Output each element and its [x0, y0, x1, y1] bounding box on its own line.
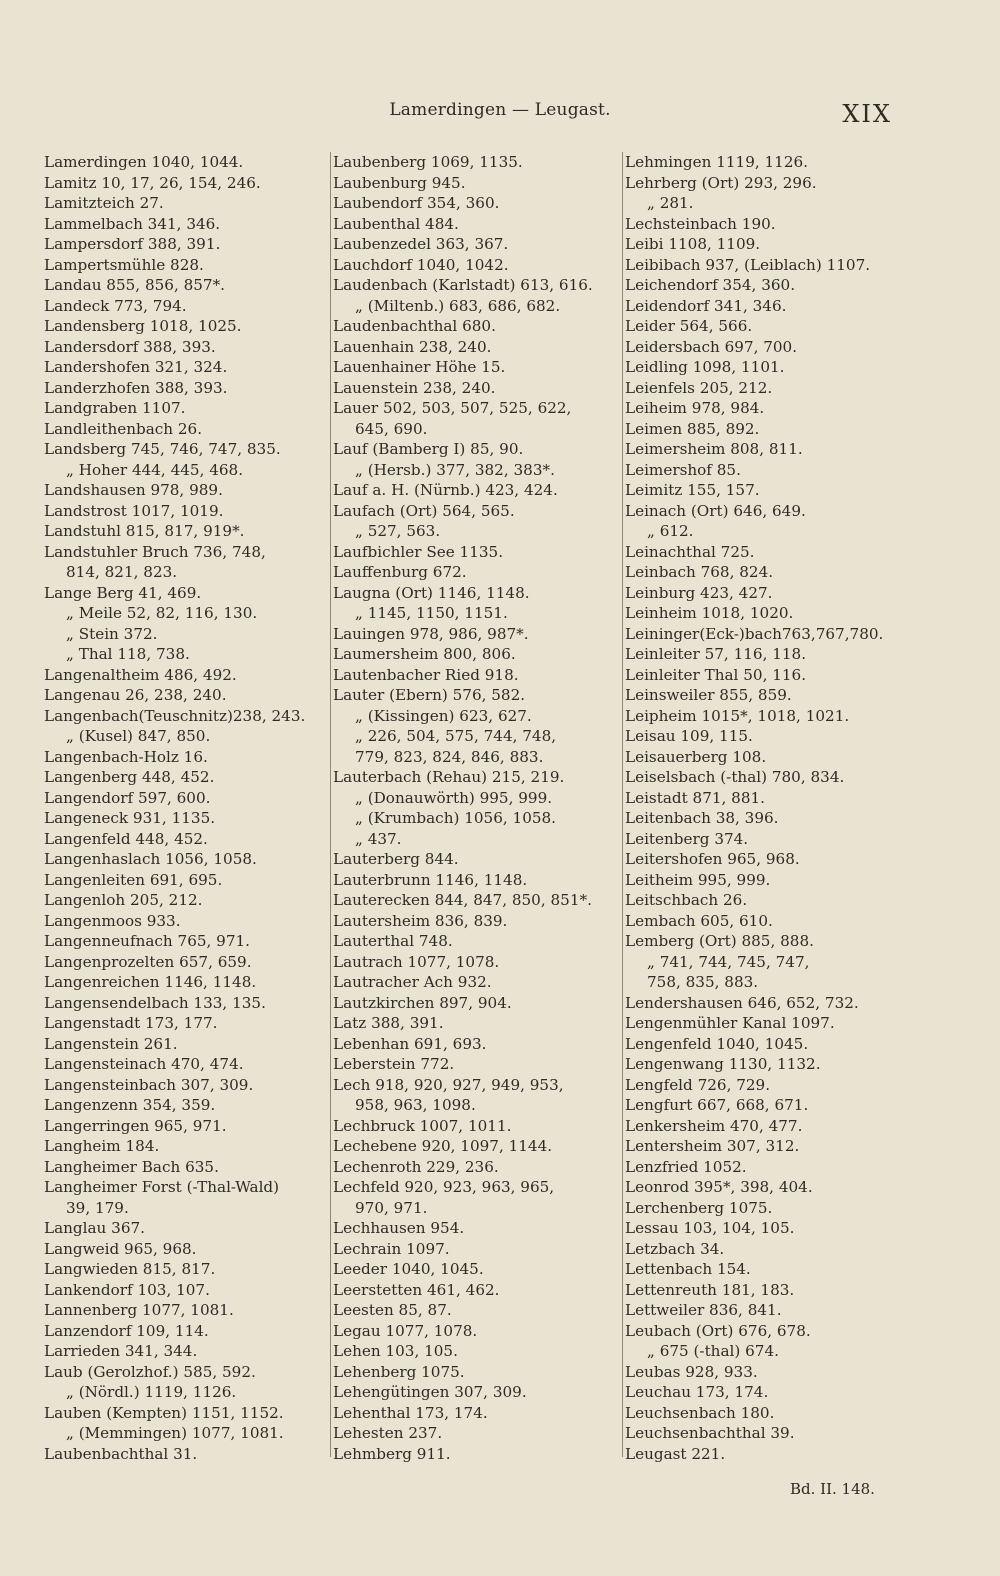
index-entry: Leinburg 423, 427. — [625, 583, 773, 602]
index-entry-continuation: „ (Hersb.) 377, 382, 383*. — [355, 460, 555, 479]
index-entry: Laudenbachthal 680. — [333, 317, 496, 335]
index-entry: Leeder 1040, 1045. — [333, 1260, 484, 1278]
index-entry: Lettenreuth 181, 183. — [625, 1280, 795, 1299]
index-entry: Leitenberg 374. — [625, 829, 749, 848]
index-entry: Lehesten 237. — [333, 1424, 443, 1442]
index-entry: Landshausen 978, 989. — [44, 481, 223, 499]
index-entry: Landensberg 1018, 1025. — [44, 317, 242, 335]
index-entry: Leichendorf 354, 360. — [625, 276, 796, 294]
index-entry-continuation: „ 437. — [355, 829, 402, 848]
index-entry-continuation: 970, 971. — [355, 1198, 428, 1217]
index-entry: Laumersheim 800, 806. — [333, 645, 516, 663]
index-entry: Laubenzedel 363, 367. — [333, 235, 509, 253]
index-entry: Lauenhain 238, 240. — [333, 337, 492, 356]
index-column-1 — [44, 152, 316, 1464]
index-entry: Lechhausen 954. — [333, 1219, 465, 1237]
index-entry-continuation: „ 741, 744, 745, 747, — [647, 952, 810, 971]
index-entry-continuation: „ 527, 563. — [355, 522, 441, 540]
index-entry: Lauterecken 844, 847, 850, 851*. — [333, 891, 592, 909]
index-entry: Laufbichler See 1135. — [333, 542, 504, 561]
index-entry: Leiselsbach (-thal) 780, 834. — [625, 768, 845, 786]
index-entry: Langenstadt 173, 177. — [44, 1014, 218, 1032]
index-entry: Leinleiter Thal 50, 116. — [625, 665, 807, 684]
index-entry: Leitenbach 38, 396. — [625, 809, 779, 827]
index-entry: Leubas 928, 933. — [625, 1362, 758, 1381]
index-entry: Lehmingen 1119, 1126. — [625, 153, 808, 171]
index-entry: Lengenwang 1130, 1132. — [625, 1055, 821, 1073]
index-entry: Leisau 109, 115. — [625, 727, 753, 745]
index-entry: Lauchdorf 1040, 1042. — [333, 255, 509, 274]
index-entry: Leerstetten 461, 462. — [333, 1280, 500, 1299]
index-entry: Lampertsmühle 828. — [44, 255, 204, 274]
index-entry: Leimitz 155, 157. — [625, 481, 760, 499]
index-entry: Lamitz 10, 17, 26, 154, 246. — [44, 173, 261, 192]
index-entry-continuation: „ (Memmingen) 1077, 1081. — [66, 1424, 284, 1442]
index-entry: Leimershof 85. — [625, 460, 741, 479]
index-entry: Landgraben 1107. — [44, 399, 186, 417]
volume-reference: Bd. II. 148. — [790, 1480, 875, 1498]
index-entry-continuation: 645, 690. — [355, 419, 428, 438]
index-entry: Langeneck 931, 1135. — [44, 809, 216, 827]
index-entry-continuation: „ 612. — [647, 522, 694, 540]
index-entry: Langensteinach 470, 474. — [44, 1055, 244, 1073]
index-entry: Leberstein 772. — [333, 1055, 455, 1073]
index-entry: Landsberg 745, 746, 747, 835. — [44, 440, 281, 458]
index-entry-continuation: „ (Kusel) 847, 850. — [66, 727, 211, 745]
index-entry: Laudenbach (Karlstadt) 613, 616. — [333, 276, 593, 294]
index-entry: Landeck 773, 794. — [44, 296, 187, 315]
index-entry: Lauenstein 238, 240. — [333, 378, 496, 397]
index-entry: Leidling 1098, 1101. — [625, 358, 785, 376]
index-entry: Lautenbacher Ried 918. — [333, 665, 519, 684]
index-entry: Leinachthal 725. — [625, 542, 755, 561]
index-entry: Leinach (Ort) 646, 649. — [625, 501, 806, 520]
index-entry: Leitschbach 26. — [625, 891, 748, 909]
index-entry: Lehen 103, 105. — [333, 1342, 458, 1360]
index-entry: Lamerdingen 1040, 1044. — [44, 153, 244, 171]
index-entry: Lenzfried 1052. — [625, 1157, 747, 1176]
index-entry: Lettenbach 154. — [625, 1260, 751, 1278]
index-entry-continuation: „ (Krumbach) 1056, 1058. — [355, 809, 557, 827]
index-entry-continuation: „ 281. — [647, 194, 694, 212]
index-entry: Laufach (Ort) 564, 565. — [333, 501, 515, 520]
index-entry-continuation: „ (Donauwörth) 995, 999. — [355, 788, 553, 807]
index-entry: Langensendelbach 133, 135. — [44, 993, 266, 1012]
index-entry: Lebenhan 691, 693. — [333, 1034, 487, 1053]
index-entry: Lauterbach (Rehau) 215, 219. — [333, 768, 565, 786]
index-entry: Lauf a. H. (Nürnb.) 423, 424. — [333, 481, 558, 499]
index-entry: Lehenberg 1075. — [333, 1362, 465, 1381]
index-entry: Langendorf 597, 600. — [44, 788, 211, 807]
index-entry: Leienfels 205, 212. — [625, 378, 773, 397]
index-entry: Lengfurt 667, 668, 671. — [625, 1096, 809, 1114]
index-entry: Lechebene 920, 1097, 1144. — [333, 1137, 553, 1155]
index-entry: Lauter (Ebern) 576, 582. — [333, 686, 526, 704]
index-entry: Landstrost 1017, 1019. — [44, 501, 224, 520]
index-entry-continuation: „ 675 (-thal) 674. — [647, 1342, 779, 1360]
index-entry: Leinheim 1018, 1020. — [625, 604, 794, 622]
index-entry: Langenfeld 448, 452. — [44, 829, 208, 848]
index-entry: Leimersheim 808, 811. — [625, 440, 803, 458]
index-entry: Leibibach 937, (Leiblach) 1107. — [625, 255, 871, 274]
index-entry-continuation: „ (Nördl.) 1119, 1126. — [66, 1383, 237, 1401]
index-entry: Leider 564, 566. — [625, 317, 753, 335]
index-entry: Langenbach(Teuschnitz)238, 243. — [44, 706, 306, 725]
index-entry: Leitheim 995, 999. — [625, 870, 771, 889]
index-entry: Lautersheim 836, 839. — [333, 911, 508, 930]
index-entry: Landershofen 321, 324. — [44, 358, 228, 376]
index-entry: Leidersbach 697, 700. — [625, 337, 798, 356]
index-entry-continuation: „ (Miltenb.) 683, 686, 682. — [355, 296, 561, 315]
index-entry: Lautzkirchen 897, 904. — [333, 993, 512, 1012]
index-entry: Letzbach 34. — [625, 1239, 725, 1258]
index-entry: Langlau 367. — [44, 1219, 145, 1237]
index-entry: Leinsweiler 855, 859. — [625, 686, 792, 704]
index-entry: Langenhaslach 1056, 1058. — [44, 850, 257, 868]
index-entry: Leuchau 173, 174. — [625, 1383, 769, 1401]
index-entry: Lechfeld 920, 923, 963, 965, — [333, 1178, 555, 1196]
index-entry: Laubenthal 484. — [333, 214, 459, 233]
index-entry-continuation: 958, 963, 1098. — [355, 1096, 476, 1114]
index-entry: Lengenfeld 1040, 1045. — [625, 1034, 809, 1053]
index-entry-continuation: „ Thal 118, 738. — [66, 645, 190, 663]
index-entry: Lemberg (Ort) 885, 888. — [625, 932, 814, 950]
index-entry: Lauffenburg 672. — [333, 563, 467, 581]
index-entry: Langwieden 815, 817. — [44, 1260, 216, 1278]
index-entry: Leuchsenbachthal 39. — [625, 1424, 795, 1442]
index-entry-continuation: „ Meile 52, 82, 116, 130. — [66, 604, 258, 622]
index-entry: Laub (Gerolzhof.) 585, 592. — [44, 1362, 256, 1381]
index-entry-continuation: „ Stein 372. — [66, 624, 158, 643]
index-entry: Lammelbach 341, 346. — [44, 214, 221, 233]
index-entry: Lannenberg 1077, 1081. — [44, 1301, 234, 1319]
index-entry: Lauterbrunn 1146, 1148. — [333, 870, 528, 889]
index-entry: Langenreichen 1146, 1148. — [44, 973, 257, 991]
index-entry: Leugast 221. — [625, 1444, 726, 1463]
index-entry: Langenstein 261. — [44, 1034, 178, 1053]
index-entry: Laubenbachthal 31. — [44, 1444, 198, 1463]
index-entry: Laugna (Ort) 1146, 1148. — [333, 583, 530, 602]
index-entry: Larrieden 341, 344. — [44, 1342, 198, 1360]
index-entry: Lehrberg (Ort) 293, 296. — [625, 173, 817, 192]
index-entry: Laubenberg 1069, 1135. — [333, 153, 523, 171]
index-entry: Landersdorf 388, 393. — [44, 337, 216, 356]
index-entry: Langheim 184. — [44, 1137, 160, 1155]
index-entry: Lechenroth 229, 236. — [333, 1157, 499, 1176]
index-entry: Langerringen 965, 971. — [44, 1116, 227, 1135]
index-entry: Lettweiler 836, 841. — [625, 1301, 782, 1319]
index-entry: Langenberg 448, 452. — [44, 768, 215, 786]
index-entry: Lehenthal 173, 174. — [333, 1403, 488, 1422]
index-entry: Leinleiter 57, 116, 118. — [625, 645, 807, 663]
index-entry: Lamitzteich 27. — [44, 194, 164, 212]
index-entry: Langenzenn 354, 359. — [44, 1096, 216, 1114]
index-entry: Lange Berg 41, 469. — [44, 583, 202, 602]
index-entry: Langensteinbach 307, 309. — [44, 1075, 254, 1094]
index-entry: Lanzendorf 109, 114. — [44, 1321, 209, 1340]
index-entry-continuation: 758, 835, 883. — [647, 973, 759, 991]
index-entry: Leiheim 978, 984. — [625, 399, 765, 417]
index-entry: Lehmberg 911. — [333, 1444, 451, 1463]
index-entry: Langenmoos 933. — [44, 911, 181, 930]
index-entry: Latz 388, 391. — [333, 1014, 444, 1032]
index-entry: Leistadt 871, 881. — [625, 788, 765, 807]
index-entry-continuation: „ 1145, 1150, 1151. — [355, 604, 508, 622]
index-entry: Lautrach 1077, 1078. — [333, 952, 500, 971]
index-entry: Langheimer Bach 635. — [44, 1157, 219, 1176]
index-entry: Lembach 605, 610. — [625, 911, 773, 930]
index-entry: Lauer 502, 503, 507, 525, 622, — [333, 399, 572, 417]
index-entry: Leinbach 768, 824. — [625, 563, 774, 581]
index-entry: Langheimer Forst (-Thal-Wald) — [44, 1178, 280, 1196]
index-entry: Leidendorf 341, 346. — [625, 296, 787, 315]
index-column-2 — [330, 152, 613, 1463]
index-entry: Lenkersheim 470, 477. — [625, 1116, 803, 1135]
index-entry: Leitershofen 965, 968. — [625, 850, 800, 868]
index-entry: Lessau 103, 104, 105. — [625, 1219, 795, 1237]
index-entry-continuation: „ 226, 504, 575, 744, 748, — [355, 727, 557, 745]
index-entry: Lauingen 978, 986, 987*. — [333, 624, 529, 643]
index-entry: Lautracher Ach 932. — [333, 973, 492, 991]
index-entry: Langenaltheim 486, 492. — [44, 665, 237, 684]
index-entry: Landerzhofen 388, 393. — [44, 378, 228, 397]
index-entry: Lehengütingen 307, 309. — [333, 1383, 527, 1401]
index-entry: Landstuhler Bruch 736, 748, — [44, 542, 266, 561]
index-entry: Landleithenbach 26. — [44, 419, 203, 438]
index-entry-continuation: 779, 823, 824, 846, 883. — [355, 747, 544, 766]
index-entry: Leimen 885, 892. — [625, 419, 760, 438]
index-entry: Lengenmühler Kanal 1097. — [625, 1014, 835, 1032]
index-entry-continuation: „ (Kissingen) 623, 627. — [355, 706, 532, 725]
index-entry: Lankendorf 103, 107. — [44, 1280, 210, 1299]
index-entry: Lauf (Bamberg I) 85, 90. — [333, 440, 524, 458]
index-entry: Lech 918, 920, 927, 949, 953, — [333, 1075, 564, 1094]
index-entry: Lerchenberg 1075. — [625, 1198, 773, 1217]
index-entry: Leibi 1108, 1109. — [625, 235, 761, 253]
index-column-3 — [622, 152, 905, 1463]
index-entry: Lendershausen 646, 652, 732. — [625, 993, 859, 1012]
page-number: XIX — [842, 100, 892, 128]
index-entry-continuation: 814, 821, 823. — [66, 563, 178, 581]
index-entry: Lauterberg 844. — [333, 850, 459, 868]
index-entry: Legau 1077, 1078. — [333, 1321, 478, 1340]
index-entry: Lampersdorf 388, 391. — [44, 235, 221, 253]
index-entry: Leininger(Eck-)bach763,767,780. — [625, 624, 884, 643]
index-entry: Laubenburg 945. — [333, 173, 466, 192]
index-entry-continuation: 39, 179. — [66, 1198, 129, 1217]
index-entry: Lauben (Kempten) 1151, 1152. — [44, 1403, 284, 1422]
index-entry: Landstuhl 815, 817, 919*. — [44, 522, 245, 540]
index-entry: Lechrain 1097. — [333, 1239, 450, 1258]
index-entry: Landau 855, 856, 857*. — [44, 276, 226, 294]
index-entry: Lauterthal 748. — [333, 932, 453, 950]
index-entry: Leonrod 395*, 398, 404. — [625, 1178, 813, 1196]
index-entry: Lechsteinbach 190. — [625, 214, 776, 233]
index-entry: Langenprozelten 657, 659. — [44, 952, 252, 971]
index-entry: Langenbach-Holz 16. — [44, 747, 208, 766]
index-entry: Langweid 965, 968. — [44, 1239, 197, 1258]
index-entry: Leipheim 1015*, 1018, 1021. — [625, 706, 850, 725]
index-entry: Leuchsenbach 180. — [625, 1403, 775, 1422]
index-entry: Lechbruck 1007, 1011. — [333, 1116, 512, 1135]
index-entry: Lauenhainer Höhe 15. — [333, 358, 506, 376]
index-entry: Laubendorf 354, 360. — [333, 194, 500, 212]
index-entry: Langenloh 205, 212. — [44, 891, 203, 909]
index-entry: Langenau 26, 238, 240. — [44, 686, 227, 704]
index-entry: Lengfeld 726, 729. — [625, 1075, 771, 1094]
index-entry: Langenleiten 691, 695. — [44, 870, 223, 889]
index-entry: Leubach (Ort) 676, 678. — [625, 1321, 811, 1340]
index-entry-continuation: „ Hoher 444, 445, 468. — [66, 460, 244, 479]
page-header-title: Lamerdingen — Leugast. — [389, 100, 611, 120]
index-entry: Leisauerberg 108. — [625, 747, 767, 766]
index-entry: Langenneufnach 765, 971. — [44, 932, 250, 950]
index-entry: Lentersheim 307, 312. — [625, 1137, 800, 1155]
index-entry: Leesten 85, 87. — [333, 1301, 452, 1319]
